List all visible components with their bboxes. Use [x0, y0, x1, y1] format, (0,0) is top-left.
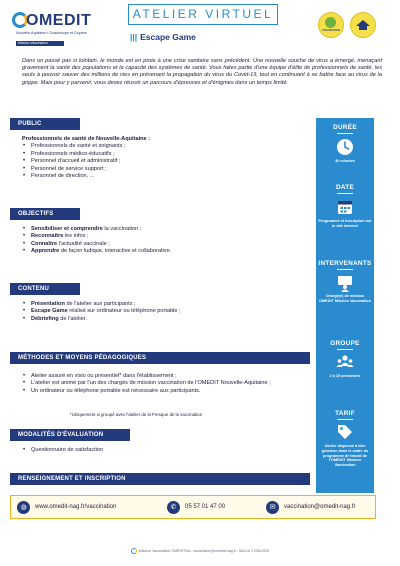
section-heading-contenu: CONTENU	[10, 283, 80, 295]
omedit-mini-logo-icon	[131, 548, 137, 554]
section-heading-methodes: MÉTHODES ET MOYENS PÉDAGOGIQUES	[10, 352, 310, 364]
list-item: • Sensibiliser et comprendre la vaccination ;	[22, 226, 171, 233]
public-lead: Professionnels de santé de Nouvelle-Aquitaine :	[22, 136, 151, 142]
tag-icon	[336, 423, 354, 441]
contact-phone[interactable]	[167, 496, 225, 518]
clock-icon	[336, 138, 354, 156]
list-item: • Personnel de service support ;	[22, 166, 150, 173]
public-list	[22, 143, 150, 180]
logo-mission-bar: Mission Vaccination	[16, 41, 64, 46]
sidebar-title-groupe: GROUPE	[330, 340, 360, 347]
evaluation-list	[22, 447, 103, 454]
list-item: • Apprendre de façon ludique, interactive et collaborative.	[22, 248, 171, 255]
graduation-cap-icon	[350, 12, 376, 38]
subtitle-text: Escape Game	[140, 32, 196, 42]
public-block	[22, 136, 150, 180]
list-item: • Atelier assuré en visio ou présentiel* dans l'établissement ;	[22, 373, 302, 380]
list-item: • Un ordinateur ou téléphone portable est nécessaire aux participants.	[22, 388, 302, 395]
objectifs-list	[22, 226, 171, 256]
page-title: ATELIER VIRTUEL	[128, 4, 278, 25]
sidebar-title-tarif: TARIF	[335, 410, 355, 417]
page-subtitle	[130, 32, 196, 42]
sidebar-text-duree: 30 minutes	[335, 159, 355, 163]
sidebar-title-duree: DURÉE	[333, 124, 357, 131]
sidebar-title-date: DATE	[335, 184, 355, 191]
logo-region-text: Nouvelle-Aquitaine • Guadeloupe et Guyane	[16, 31, 87, 35]
contenu-block	[22, 301, 181, 323]
group-icon	[336, 353, 354, 371]
info-sidebar	[316, 118, 374, 493]
speaker-icon	[336, 274, 354, 292]
sidebar-text-tarif: Atelier dispensé à titre gracieux dans le cadre du programme de travail de l'OMEDIT Mission Vaccination	[321, 444, 369, 468]
list-item: • Personnel d'accueil et administratif ;	[22, 158, 150, 165]
list-item: • Présentation de l'atelier aux participants ;	[22, 301, 181, 308]
vaccination-badge-icon	[318, 12, 344, 38]
calendar-icon	[336, 198, 354, 216]
list-item: • Escape Game réalisé sur ordinateur ou téléphone portable ;	[22, 308, 181, 315]
section-heading-evaluation: MODALITÉS D'ÉVALUATION	[10, 429, 130, 441]
methodes-list	[22, 373, 302, 395]
sidebar-title-intervenants: INTERVENANTS	[318, 260, 372, 267]
list-item: • Débriefing de l'atelier.	[22, 316, 181, 323]
section-heading-objectifs: OBJECTIFS	[10, 208, 80, 220]
evaluation-block	[22, 447, 103, 454]
sidebar-text-date: Programme et inscription sur le site internet	[318, 219, 372, 228]
contenu-list	[22, 301, 181, 323]
contact-email-text[interactable]: vaccination@omedit-nag.fr	[284, 504, 356, 510]
subtitle-bars-icon: |||	[130, 32, 138, 42]
contact-website[interactable]	[17, 496, 116, 518]
list-item: • Connaître l'actualité vaccinale ;	[22, 241, 171, 248]
vaccination-badge-label: VACCINATION	[322, 29, 340, 32]
section-heading-inscription: RENSEIGNEMENT ET INSCRIPTION	[10, 473, 310, 485]
omedit-logo	[12, 10, 102, 46]
page-credits	[0, 548, 400, 554]
contact-phone-text[interactable]: 05 57 01 47 00	[185, 504, 226, 510]
contact-bar	[10, 495, 376, 519]
contact-website-text[interactable]: www.omedit-nag.fr/vaccination	[35, 504, 117, 510]
list-item: • Questionnaire de satisfaction	[22, 447, 103, 454]
objectifs-block	[22, 226, 171, 256]
sidebar-text-intervenants: Chargé(e) de mission OMEDIT Mission Vaccination	[318, 294, 372, 303]
sidebar-text-groupe: 2 à 15 personnes	[329, 374, 361, 378]
methodes-footnote: *Uniquement si groupé avec l'atelier de la Fresque de la vaccination	[70, 412, 203, 417]
mail-icon: ✉	[266, 501, 279, 514]
list-item: • Personnel de direction, ...	[22, 173, 150, 180]
list-item: • Professionnels médico-éducatifs ;	[22, 151, 150, 158]
methodes-block	[22, 373, 302, 395]
list-item: • Reconnaître les infox ;	[22, 233, 171, 240]
globe-icon: ◍	[17, 501, 30, 514]
contact-email[interactable]	[266, 496, 355, 518]
list-item: • L'atelier est animé par l'un des chargés de mission vaccination de l'OMEDIT Nouvelle-Aquitaine ;	[22, 380, 302, 387]
intro-paragraph: Dans un passé pas si lointain, le monde est en proie à une crise sanitaire sans précédent. Une nouvelle souche de virus a émergé, menaçant gravement la santé des populations et la capacité des systèmes de santé. Vous faites partie d'une équipe d'élite de professionnels de santé, les seuls à pouvoir sauver des millions de vies en prévenant la propagation du virus du Covid-19, tout en continuant à se battre face au virus de la grippe. Mais pour y parvenir, vous devez réussir un parcours d'épreuves et d'énigmes dans un temps limité.	[22, 58, 382, 86]
phone-icon: ✆	[167, 501, 180, 514]
credits-text: Mission Vaccination OMEDITNA - vaccination@omedit-nag.fr - MAJ le 17/06/2025	[138, 548, 270, 553]
logo-wordmark: OMEDIT	[26, 12, 92, 29]
list-item: • Professionnels de santé et soignants ;	[22, 143, 150, 150]
section-heading-public: PUBLIC	[10, 118, 80, 130]
page-header	[0, 0, 400, 55]
